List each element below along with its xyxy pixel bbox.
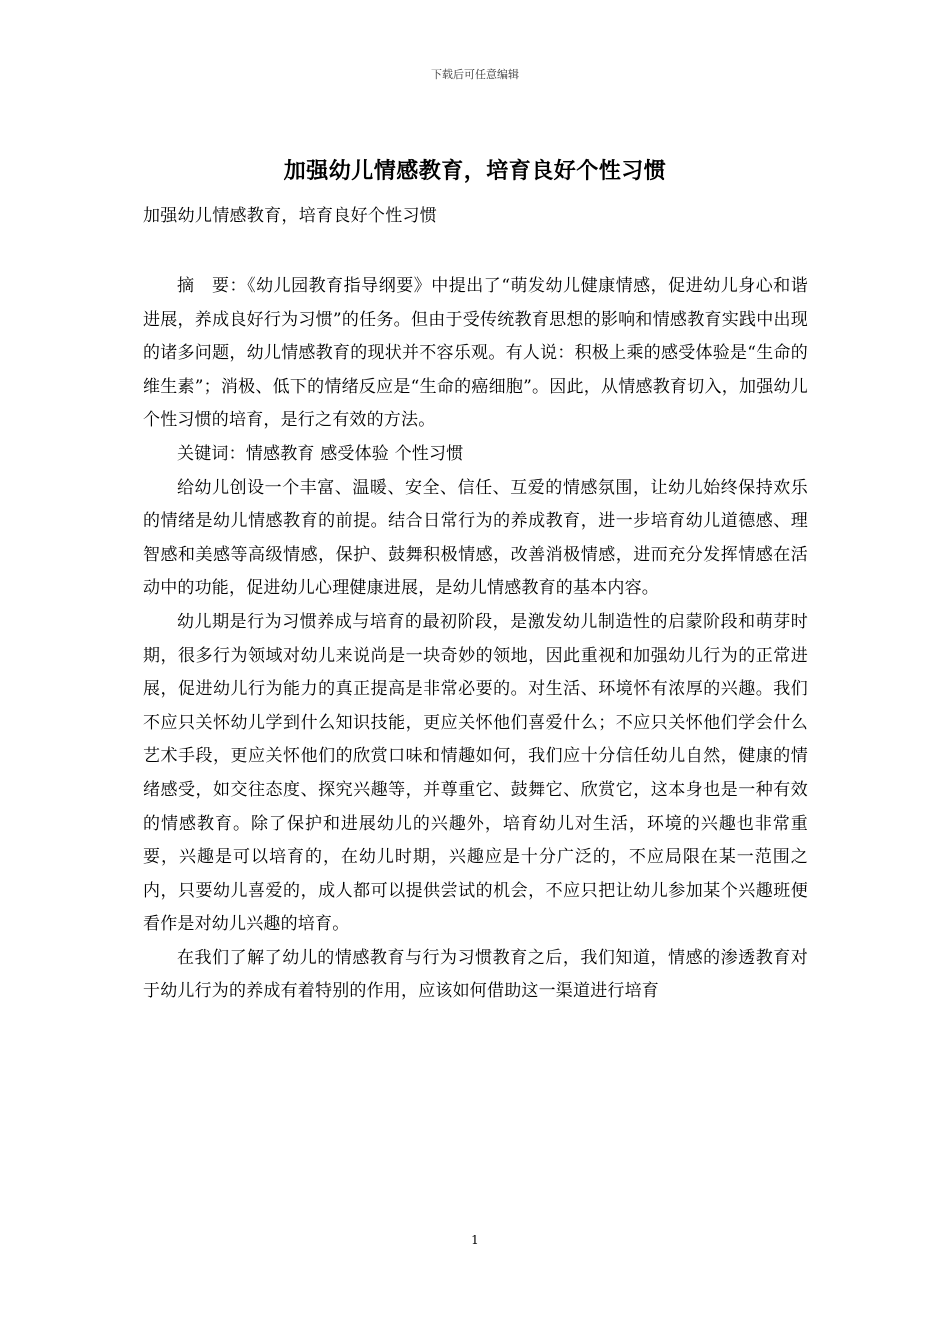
document-subtitle: 加强幼儿情感教育，培育良好个性习惯 <box>143 206 438 226</box>
keywords-paragraph: 关键词：情感教育 感受体验 个性习惯 <box>177 443 464 464</box>
page-number: 1 <box>471 1233 479 1247</box>
abstract-paragraph: 摘 要：《幼儿园教育指导纲要》中提出了“萌发幼儿健康情感，促进幼儿身心和谐进展，养成良好行为习惯”的任务。但由于受传统教育思想的影响和情感教育实践中出现的诸多问题，幼儿情感教育的现状并不容乐观。有人说：积极上乘的感受体验是“生命的维生素”；消极、低下的情绪反应是“生命的癌细胞”。因此，从情感教育切入，加强幼儿个性习惯的培育，是行之有效的方法。 <box>143 276 808 431</box>
body-paragraph: 在我们了解了幼儿的情感教育与行为习惯教育之后，我们知道，情感的渗透教育对于幼儿行为的养成有着特别的作用，应该如何借助这一渠道进行培育 <box>143 947 808 1002</box>
header-note: 下载后可任意编辑 <box>431 68 519 81</box>
document-title: 加强幼儿情感教育，培育良好个性习惯 <box>283 159 667 184</box>
document-body <box>143 270 808 1009</box>
body-paragraph: 给幼儿创设一个丰富、温暖、安全、信任、互爱的情感氛围，让幼儿始终保持欢乐的情绪是幼儿情感教育的前提。结合日常行为的养成教育，进一步培育幼儿道德感、理智感和美感等高级情感，保护、鼓舞积极情感，改善消极情感，进而充分发挥情感在活动中的功能，促进幼儿心理健康进展，是幼儿情感教育的基本内容。 <box>143 477 808 599</box>
body-paragraph: 幼儿期是行为习惯养成与培育的最初阶段，是激发幼儿制造性的启蒙阶段和萌芽时期，很多行为领域对幼儿来说尚是一块奇妙的领地，因此重视和加强幼儿行为的正常进展，促进幼儿行为能力的真正提高是非常必要的。对生活、环境怀有浓厚的兴趣。我们不应只关怀幼儿学到什么知识技能，更应关怀他们喜爱什么；不应只关怀他们学会什么艺术手段，更应关怀他们的欣赏口味和情趣如何，我们应十分信任幼儿自然，健康的情绪感受，如交往态度、探究兴趣等，并尊重它、鼓舞它、欣赏它，这本身也是一种有效的情感教育。除了保护和进展幼儿的兴趣外，培育幼儿对生活，环境的兴趣也非常重要，兴趣是可以培育的，在幼儿时期，兴趣应是十分广泛的，不应局限在某一范围之内，只要幼儿喜爱的，成人都可以提供尝试的机会，不应只把让幼儿参加某个兴趣班便看作是对幼儿兴趣的培育。 <box>143 611 808 935</box>
